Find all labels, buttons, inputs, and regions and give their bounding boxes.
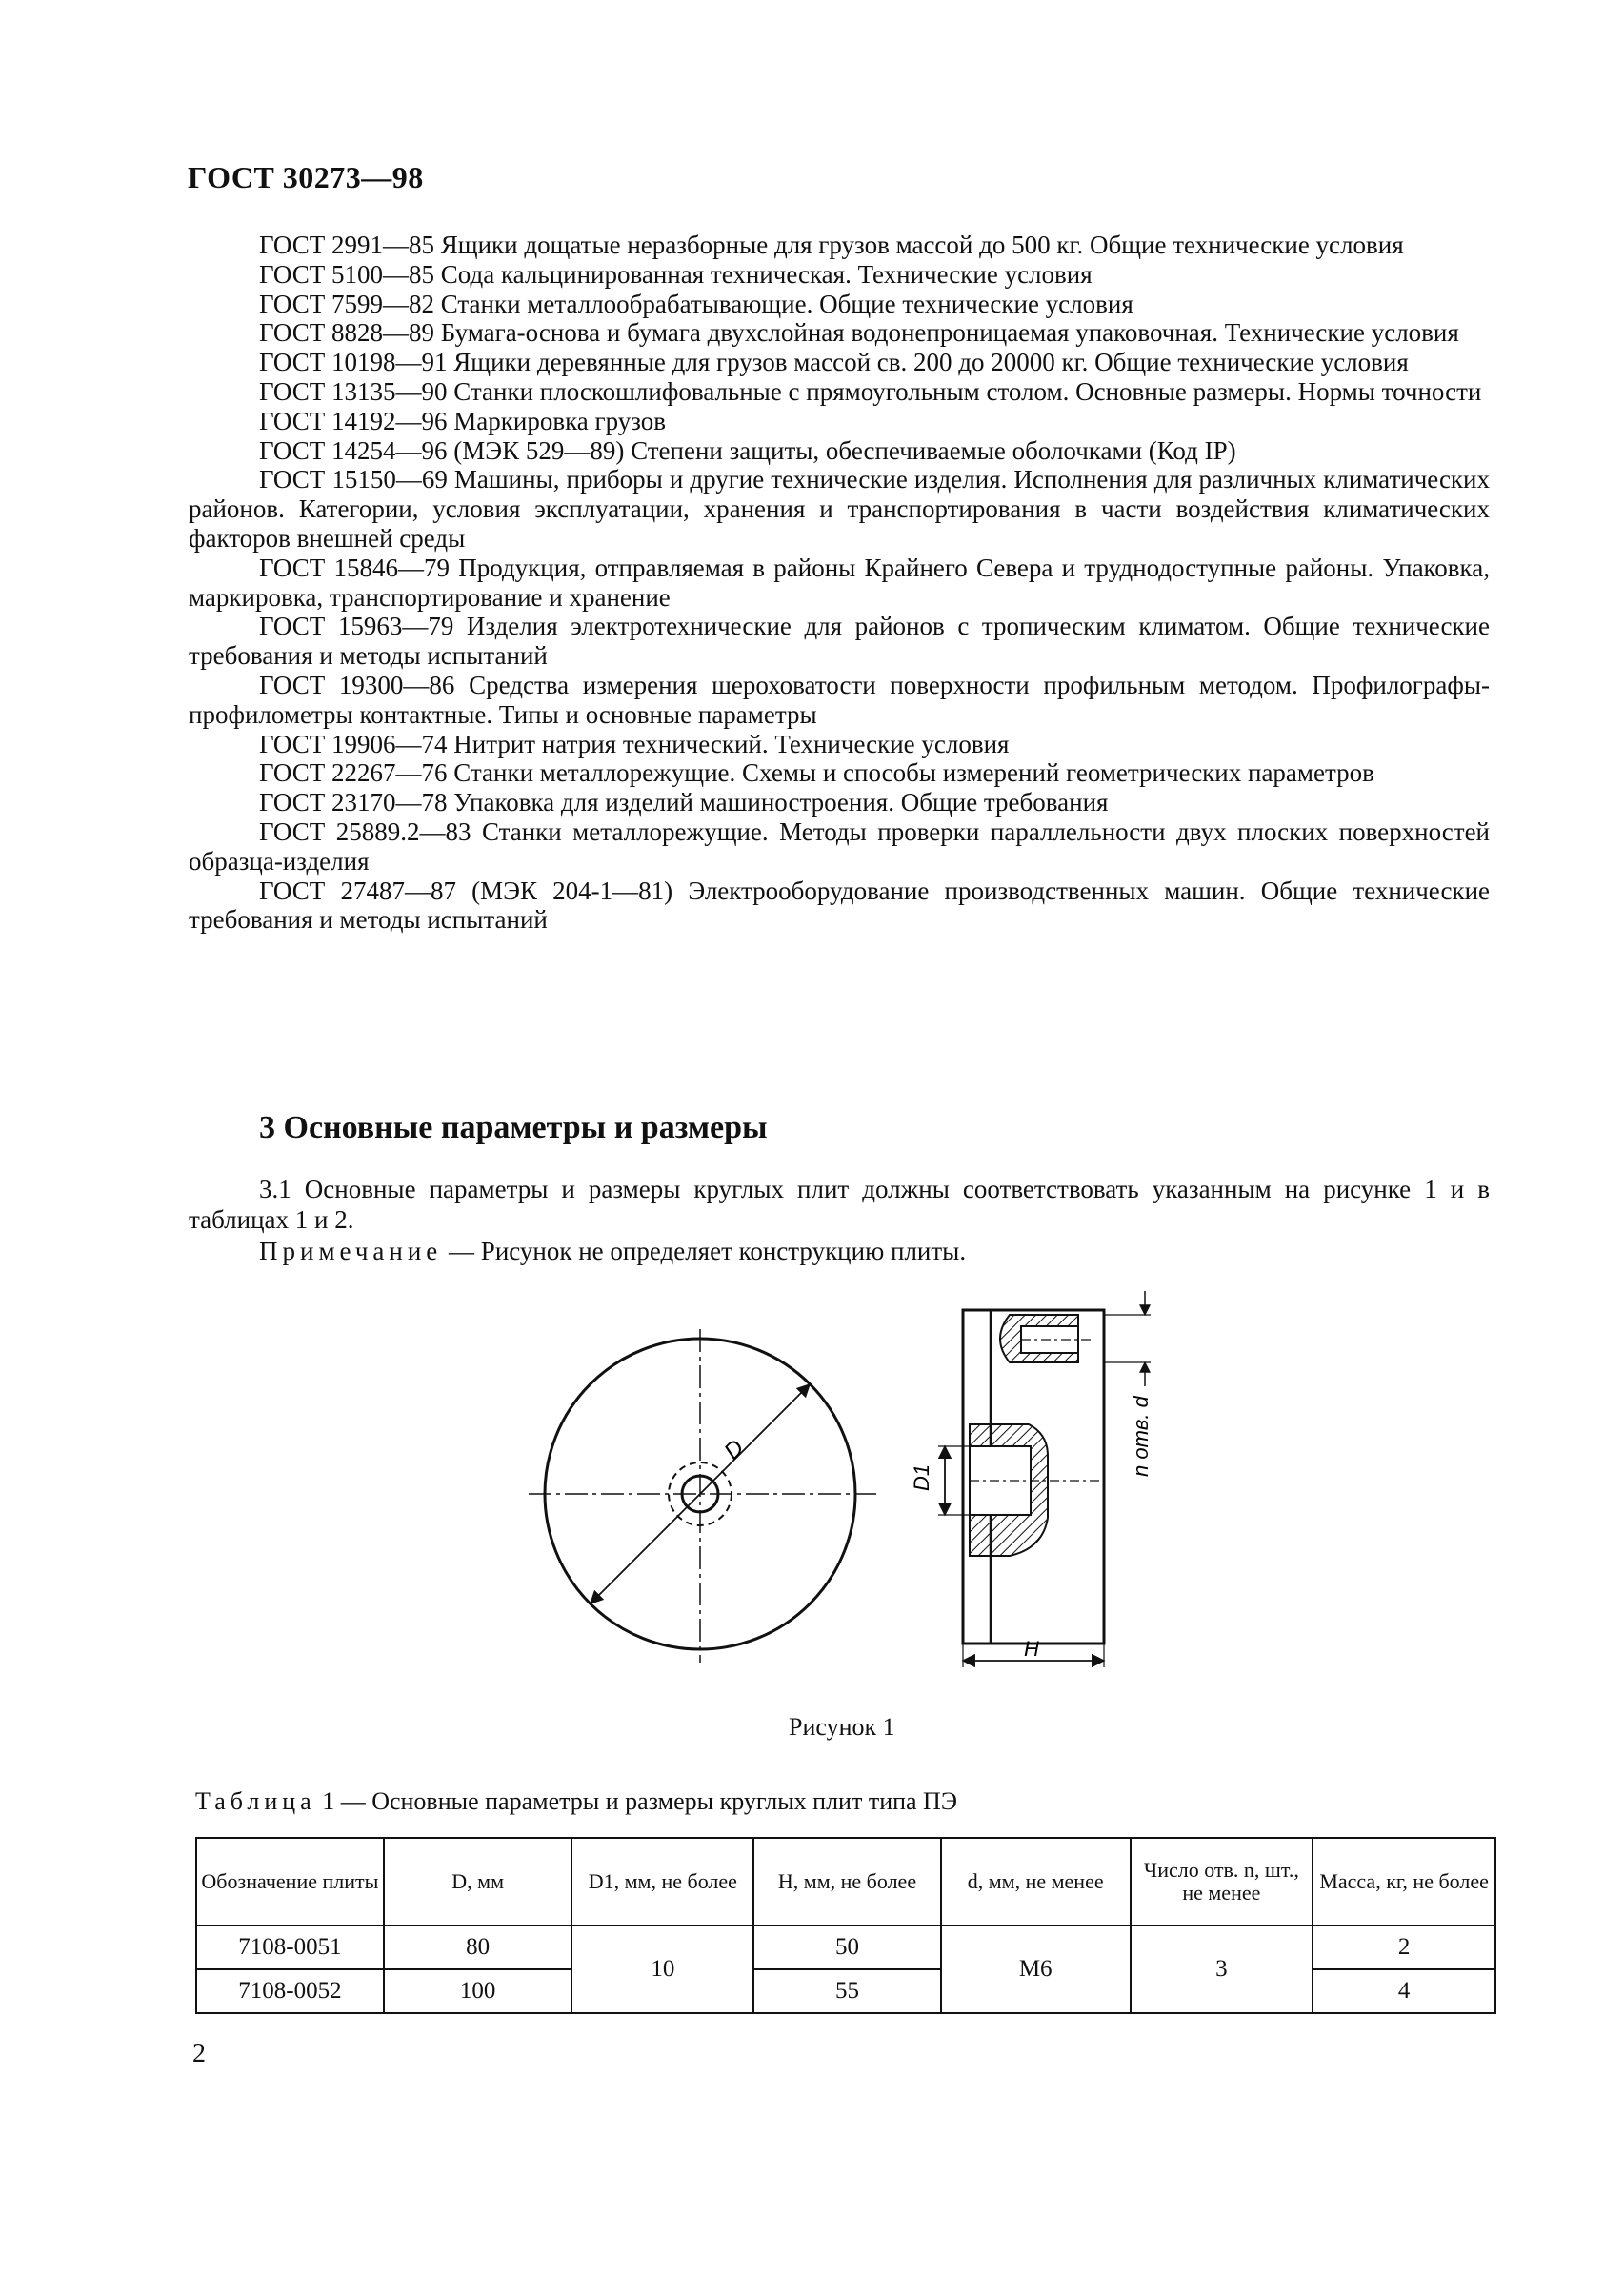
reference-item: ГОСТ 2991—85 Ящики дощатые неразборные для грузов массой до 500 кг. Общие технические условия xyxy=(259,231,1404,259)
reference-item: ГОСТ 15963—79 Изделия электротехнические для районов с тропическим климатом. Общие технические требования и методы испытаний xyxy=(189,612,1490,671)
reference-item: ГОСТ 10198—91 Ящики деревянные для грузов массой св. 200 до 20000 кг. Общие технические условия xyxy=(259,348,1409,377)
figure-caption: Рисунок 1 xyxy=(789,1713,895,1741)
label-d: D xyxy=(719,1434,750,1465)
reference-item: ГОСТ 8828—89 Бумага-основа и бумага двухслойная водонепроницаемая упаковочная. Технические условия xyxy=(259,318,1459,348)
cell-mass: 4 xyxy=(1313,1969,1495,2013)
table-header-cell: D, мм xyxy=(384,1838,572,1926)
reference-item: ГОСТ 13135—90 Станки плоскошлифовальные с прямоугольным столом. Основные размеры. Нормы точности xyxy=(259,376,1482,406)
note-label: Примечание xyxy=(259,1237,443,1265)
cell-thread: М6 xyxy=(941,1926,1131,2013)
cell-holes: 3 xyxy=(1131,1926,1313,2013)
reference-item: ГОСТ 19300—86 Средства измерения шероховатости поверхности профильным методом. Профилографы-профилометры контактные. Типы и основные параметры xyxy=(189,670,1490,729)
cell-h: 50 xyxy=(753,1926,941,1969)
reference-item: ГОСТ 14254—96 (МЭК 529—89) Степени защиты, обеспечиваемые оболочками (Код IP) xyxy=(259,435,1236,465)
table-header-cell: D1, мм, не более xyxy=(571,1838,753,1926)
table-row xyxy=(196,1926,1495,1969)
reference-item: ГОСТ 25889.2—83 Станки металлорежущие. Методы проверки параллельности двух плоских поверхностей образца-изделия xyxy=(189,817,1490,876)
note-text: — Рисунок не определяет конструкцию плиты. xyxy=(442,1237,967,1265)
label-n-holes: n отв. d xyxy=(1129,1396,1153,1477)
reference-item: ГОСТ 7599—82 Станки металлообрабатывающие. Общие технические условия xyxy=(259,289,1133,318)
reference-item: ГОСТ 15846—79 Продукция, отправляемая в районы Крайнего Севера и труднодоступные районы. Упаковка, маркировка, транспортирование и хранение xyxy=(189,553,1490,612)
figure-1-drawing xyxy=(514,1286,1162,1667)
cell-d: 80 xyxy=(384,1926,572,1969)
cell-designation: 7108-0051 xyxy=(196,1926,384,1969)
references-list xyxy=(189,231,1490,935)
table-caption xyxy=(195,1787,957,1816)
cell-mass: 2 xyxy=(1313,1926,1495,1969)
reference-item: ГОСТ 27487—87 (МЭК 204-1—81) Электрооборудование производственных машин. Общие технические требования и методы испытаний xyxy=(189,876,1490,935)
params-table xyxy=(195,1837,1496,2014)
cell-h: 55 xyxy=(753,1969,941,2013)
paragraph-3-1: 3.1 Основные параметры и размеры круглых плит должны соответствовать указанным на рисунке 1 и в таблицах 1 и 2. xyxy=(189,1175,1490,1234)
figure-note xyxy=(259,1237,966,1266)
label-h: H xyxy=(1024,1637,1039,1661)
reference-item: ГОСТ 14192—96 Маркировка грузов xyxy=(259,406,666,435)
page-number: 2 xyxy=(192,2039,206,2068)
cell-d1: 10 xyxy=(571,1926,753,2013)
table-header-cell: Обозначение плиты xyxy=(196,1838,384,1926)
table-header-cell: d, мм, не менее xyxy=(941,1838,1131,1926)
reference-item: ГОСТ 19906—74 Нитрит натрия технический. Технические условия xyxy=(259,729,1010,758)
reference-item: ГОСТ 23170—78 Упаковка для изделий машиностроения. Общие требования xyxy=(259,788,1109,817)
reference-item: ГОСТ 22267—76 Станки металлорежущие. Схемы и способы измерений геометрических параметров xyxy=(259,758,1374,788)
table-header-cell: Число отв. n, шт., не менее xyxy=(1131,1838,1313,1926)
table-header-cell: H, мм, не более xyxy=(753,1838,941,1926)
plate-top-view xyxy=(529,1329,876,1663)
table-caption-label: Таблица xyxy=(195,1787,316,1815)
label-d1: D1 xyxy=(910,1463,933,1491)
section-title: 3 Основные параметры и размеры xyxy=(259,1110,768,1145)
reference-item: ГОСТ 15150—69 Машины, приборы и другие технические изделия. Исполнения для различных климатических районов. Категории, условия эксплуатации, хранения и транспортирования в части воздействия климатических факторов внешней среды xyxy=(189,465,1490,553)
cell-designation: 7108-0052 xyxy=(196,1969,384,2013)
table-header-row xyxy=(196,1838,1495,1926)
table-header-cell: Масса, кг, не более xyxy=(1313,1838,1495,1926)
cell-d: 100 xyxy=(384,1969,572,2013)
plate-section-view xyxy=(910,1291,1153,1667)
reference-item: ГОСТ 5100—85 Сода кальцинированная техническая. Технические условия xyxy=(259,259,1093,289)
table-caption-text: 1 — Основные параметры и размеры круглых плит типа ПЭ xyxy=(315,1787,957,1815)
page-header: ГОСТ 30273—98 xyxy=(188,160,424,194)
